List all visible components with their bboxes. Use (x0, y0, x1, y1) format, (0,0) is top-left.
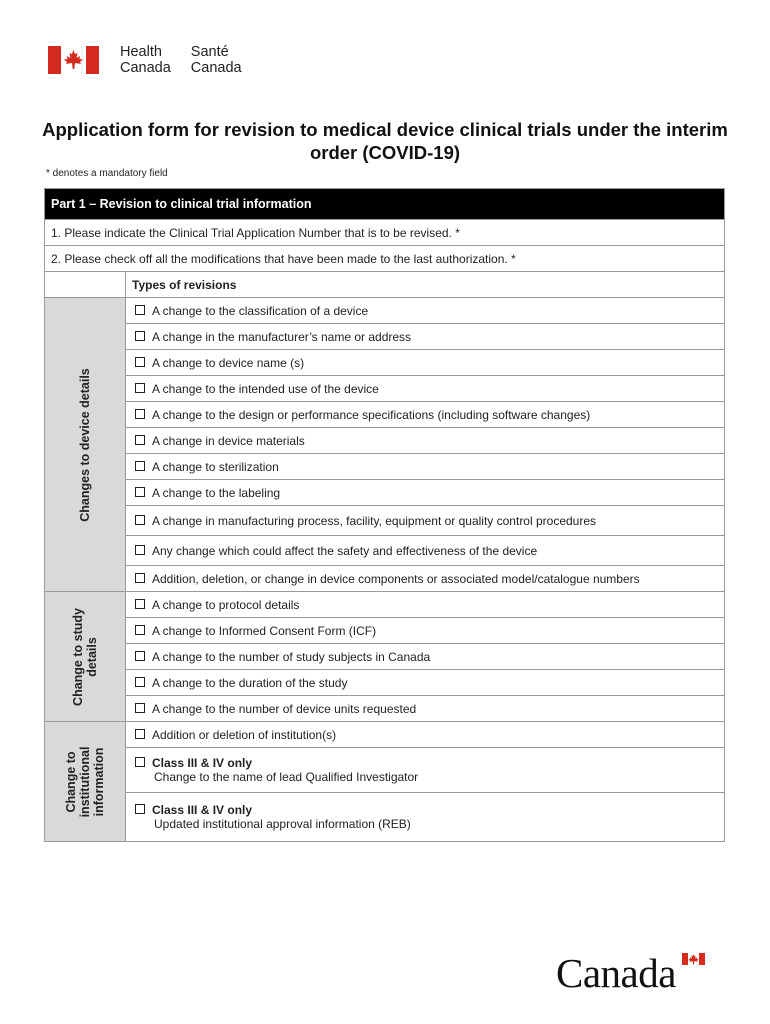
device-details-label: Changes to device details (78, 367, 92, 522)
checkbox-icon[interactable] (135, 677, 145, 687)
dept-name-en-line1: Health (120, 44, 162, 60)
canada-flag-icon (48, 46, 99, 74)
option-labeling[interactable]: A change to the labeling (126, 480, 725, 506)
question-1-cta-number[interactable]: 1. Please indicate the Clinical Trial Application Number that is to be revised. * (45, 220, 725, 246)
option-design-specifications[interactable]: A change to the design or performance specifications (including software changes) (126, 402, 725, 428)
checkbox-icon[interactable] (135, 487, 145, 497)
option-device-materials[interactable]: A change in device materials (126, 428, 725, 454)
study-details-label-line2: details (85, 636, 99, 677)
checkbox-icon[interactable] (135, 331, 145, 341)
checkbox-icon[interactable] (135, 545, 145, 555)
checkbox-icon[interactable] (135, 599, 145, 609)
wordmark-flag-icon (682, 953, 705, 965)
option-description: Change to the name of lead Qualified Investigator (154, 770, 419, 784)
checkbox-icon[interactable] (135, 573, 145, 583)
part1-heading: Part 1 – Revision to clinical trial information (45, 189, 725, 220)
checkbox-icon[interactable] (135, 305, 145, 315)
checkbox-icon[interactable] (135, 757, 145, 767)
question-2-modifications: 2. Please check off all the modifications that have been made to the last authorization. * (45, 246, 725, 272)
option-manufacturer-name[interactable]: A change in the manufacturer’s name or address (126, 324, 725, 350)
institutional-label-line1: Change to (64, 750, 78, 813)
checkbox-icon[interactable] (135, 409, 145, 419)
option-informed-consent[interactable]: A change to Informed Consent Form (ICF) (126, 618, 725, 644)
option-protocol-details[interactable]: A change to protocol details (126, 592, 725, 618)
checkbox-icon[interactable] (135, 383, 145, 393)
checkbox-icon[interactable] (135, 703, 145, 713)
study-details-label-line1: Change to study (71, 607, 85, 706)
checkbox-icon[interactable] (135, 804, 145, 814)
checkbox-icon[interactable] (135, 729, 145, 739)
form-title: Application form for revision to medical device clinical trials under the interim order (COVID-19) (42, 119, 728, 163)
option-reb-approval-info[interactable] (126, 793, 725, 842)
checkbox-icon[interactable] (135, 435, 145, 445)
canada-wordmark-text: Canada (556, 950, 676, 996)
checkbox-icon[interactable] (135, 461, 145, 471)
option-intended-use[interactable]: A change to the intended use of the device (126, 376, 725, 402)
health-canada-signature (48, 44, 242, 78)
study-details-group-label (45, 592, 126, 722)
checkbox-icon[interactable] (135, 625, 145, 635)
option-device-classification[interactable]: A change to the classification of a device (126, 298, 725, 324)
dept-name-fr-line1: Santé (190, 44, 229, 60)
dept-name-en-line2: Canada (120, 60, 171, 76)
dept-name-fr-line2: Canada (190, 60, 242, 76)
option-safety-effectiveness[interactable]: Any change which could affect the safety and effectiveness of the device (126, 536, 725, 566)
option-number-of-subjects[interactable]: A change to the number of study subjects in Canada (126, 644, 725, 670)
mandatory-field-note: * denotes a mandatory field (46, 168, 168, 179)
option-sterilization[interactable]: A change to sterilization (126, 454, 725, 480)
option-institution-addition-deletion[interactable]: Addition or deletion of institution(s) (126, 722, 725, 748)
revision-form-table (44, 188, 725, 842)
checkbox-icon[interactable] (135, 515, 145, 525)
institutional-group-label (45, 722, 126, 842)
class-restriction-label: Class III & IV only (152, 756, 253, 770)
option-description: Updated institutional approval information (REB) (154, 817, 411, 831)
class-restriction-label: Class III & IV only (152, 803, 253, 817)
option-study-duration[interactable]: A change to the duration of the study (126, 670, 725, 696)
option-device-name[interactable]: A change to device name (s) (126, 350, 725, 376)
device-details-group-label (45, 298, 126, 592)
checkbox-icon[interactable] (135, 651, 145, 661)
institutional-label-line3: information (92, 747, 106, 816)
types-corner-cell (45, 272, 126, 298)
types-of-revisions-label: Types of revisions (126, 272, 725, 298)
checkbox-icon[interactable] (135, 357, 145, 367)
option-device-components[interactable]: Addition, deletion, or change in device components or associated model/catalogue numbers (126, 566, 725, 592)
canada-wordmark (556, 952, 712, 994)
institutional-label-line2: institutional (78, 746, 92, 817)
option-lead-investigator-name[interactable] (126, 748, 725, 793)
option-device-units[interactable]: A change to the number of device units requested (126, 696, 725, 722)
option-manufacturing-process[interactable]: A change in manufacturing process, facility, equipment or quality control procedures (126, 506, 725, 536)
